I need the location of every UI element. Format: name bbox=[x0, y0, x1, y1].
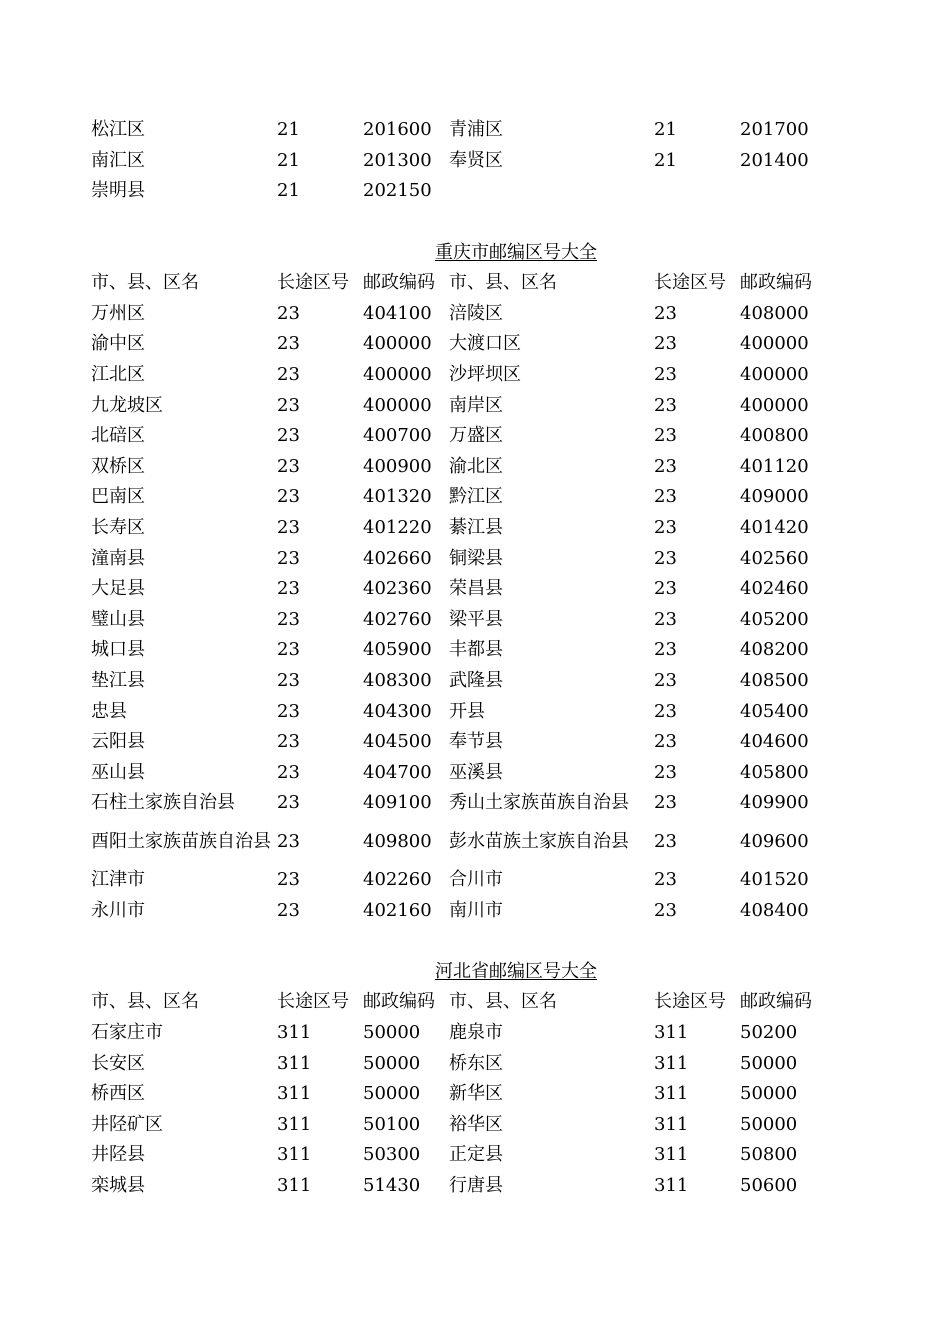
shanghai-row-cell: 201300 bbox=[363, 149, 432, 171]
chongqing-row-cell: 23 bbox=[277, 333, 300, 355]
chongqing-row-cell: 401420 bbox=[740, 517, 809, 539]
chongqing-row bbox=[88, 421, 828, 452]
shanghai-row-cell: 21 bbox=[277, 149, 300, 171]
chongqing-row-cell: 23 bbox=[654, 899, 677, 921]
hebei-row-cell: 50000 bbox=[740, 1052, 798, 1074]
chongqing-row-cell: 大足县 bbox=[91, 578, 145, 600]
chongqing-header-row-cell: 长途区号 bbox=[277, 272, 349, 294]
chongqing-row-cell: 永川市 bbox=[91, 899, 145, 921]
chongqing-row bbox=[88, 360, 828, 391]
chongqing-row-cell: 石柱土家族自治县 bbox=[91, 792, 235, 814]
chongqing-row-cell: 万州区 bbox=[91, 302, 145, 324]
chongqing-section-title-row bbox=[88, 237, 828, 268]
chongqing-row-cell: 23 bbox=[654, 425, 677, 447]
chongqing-row bbox=[88, 482, 828, 513]
chongqing-row-cell: 九龙坡区 bbox=[91, 394, 163, 416]
hebei-row-cell: 311 bbox=[277, 1144, 312, 1166]
chongqing-row-cell: 400800 bbox=[740, 425, 809, 447]
shanghai-row-cell bbox=[446, 176, 651, 207]
chongqing-row-cell: 402660 bbox=[363, 547, 432, 569]
chongqing-row-cell: 长寿区 bbox=[91, 517, 145, 539]
chongqing-row-cell: 23 bbox=[277, 517, 300, 539]
chongqing-row-cell: 402560 bbox=[740, 547, 809, 569]
hebei-row-cell: 311 bbox=[654, 1021, 689, 1043]
hebei-row-cell: 石家庄市 bbox=[91, 1021, 163, 1043]
chongqing-row-cell: 23 bbox=[654, 830, 677, 852]
chongqing-row-cell: 忠县 bbox=[91, 700, 127, 722]
shanghai-row-cell: 201700 bbox=[740, 119, 809, 141]
chongqing-header-row-cell: 邮政编码 bbox=[740, 272, 812, 294]
chongqing-row-cell: 409900 bbox=[740, 792, 809, 814]
hebei-row-cell: 正定县 bbox=[449, 1144, 503, 1166]
section-gap-cell bbox=[88, 207, 828, 238]
chongqing-row-cell: 巫溪县 bbox=[449, 761, 503, 783]
shanghai-row bbox=[88, 146, 828, 177]
chongqing-row bbox=[88, 666, 828, 697]
chongqing-row-cell: 400000 bbox=[363, 394, 432, 416]
chongqing-row-cell: 23 bbox=[277, 700, 300, 722]
chongqing-row-cell: 23 bbox=[654, 333, 677, 355]
chongqing-row-cell: 23 bbox=[277, 455, 300, 477]
chongqing-row bbox=[88, 819, 828, 865]
hebei-row-cell: 长安区 bbox=[91, 1052, 145, 1074]
chongqing-row-cell: 23 bbox=[277, 731, 300, 753]
chongqing-row-cell: 400000 bbox=[740, 333, 809, 355]
chongqing-row-cell: 409100 bbox=[363, 792, 432, 814]
chongqing-row-cell: 23 bbox=[654, 639, 677, 661]
shanghai-row-cell bbox=[651, 176, 737, 207]
chongqing-row-cell: 大渡口区 bbox=[449, 333, 521, 355]
chongqing-row-cell: 404700 bbox=[363, 761, 432, 783]
chongqing-row-cell: 巫山县 bbox=[91, 761, 145, 783]
chongqing-row-cell: 沙坪坝区 bbox=[449, 364, 521, 386]
chongqing-row-cell: 23 bbox=[277, 394, 300, 416]
hebei-row-cell: 50600 bbox=[740, 1174, 798, 1196]
hebei-row-cell: 311 bbox=[654, 1083, 689, 1105]
chongqing-row bbox=[88, 513, 828, 544]
chongqing-row-cell: 402260 bbox=[363, 868, 432, 890]
chongqing-row bbox=[88, 605, 828, 636]
hebei-row-cell: 井陉矿区 bbox=[91, 1113, 163, 1135]
chongqing-row-cell: 奉节县 bbox=[449, 731, 503, 753]
chongqing-row-cell: 酉阳土家族苗族自治县 bbox=[91, 830, 271, 852]
hebei-row-cell: 50100 bbox=[363, 1113, 421, 1135]
hebei-header-row-cell: 邮政编码 bbox=[740, 991, 812, 1013]
shanghai-row-cell: 21 bbox=[277, 119, 300, 141]
section-gap-cell bbox=[88, 926, 828, 957]
chongqing-row-cell: 408500 bbox=[740, 669, 809, 691]
chongqing-row-cell: 城口县 bbox=[91, 639, 145, 661]
hebei-row-cell: 311 bbox=[277, 1113, 312, 1135]
chongqing-row bbox=[88, 452, 828, 483]
chongqing-row-cell: 23 bbox=[277, 639, 300, 661]
hebei-row-cell: 50200 bbox=[740, 1021, 798, 1043]
chongqing-row-cell: 江津市 bbox=[91, 868, 145, 890]
hebei-row bbox=[88, 1140, 828, 1171]
chongqing-row-cell: 23 bbox=[654, 700, 677, 722]
hebei-row-cell: 50000 bbox=[740, 1083, 798, 1105]
hebei-row-cell: 50000 bbox=[363, 1052, 421, 1074]
chongqing-row-cell: 401220 bbox=[363, 517, 432, 539]
hebei-row-cell: 311 bbox=[654, 1144, 689, 1166]
shanghai-row-cell: 202150 bbox=[363, 180, 432, 202]
hebei-row bbox=[88, 1079, 828, 1110]
chongqing-header-row-cell: 长途区号 bbox=[654, 272, 726, 294]
chongqing-row-cell: 23 bbox=[654, 547, 677, 569]
postal-code-table bbox=[88, 115, 828, 1201]
hebei-row-cell: 栾城县 bbox=[91, 1174, 145, 1196]
chongqing-row-cell: 黔江区 bbox=[449, 486, 503, 508]
chongqing-row-cell: 23 bbox=[654, 578, 677, 600]
chongqing-row-cell: 23 bbox=[654, 486, 677, 508]
chongqing-row-cell: 23 bbox=[277, 425, 300, 447]
shanghai-row-cell: 青浦区 bbox=[449, 119, 503, 141]
chongqing-row-cell: 南岸区 bbox=[449, 394, 503, 416]
chongqing-row-cell: 璧山县 bbox=[91, 608, 145, 630]
chongqing-row bbox=[88, 696, 828, 727]
chongqing-header-row-cell: 市、县、区名 bbox=[449, 272, 557, 294]
chongqing-row bbox=[88, 329, 828, 360]
chongqing-row-cell: 409800 bbox=[363, 830, 432, 852]
chongqing-row-cell: 404100 bbox=[363, 302, 432, 324]
hebei-row-cell: 311 bbox=[277, 1052, 312, 1074]
chongqing-row-cell: 404300 bbox=[363, 700, 432, 722]
hebei-row-cell: 311 bbox=[277, 1174, 312, 1196]
shanghai-row-cell bbox=[737, 176, 828, 207]
hebei-row-cell: 行唐县 bbox=[449, 1174, 503, 1196]
chongqing-row-cell: 400000 bbox=[363, 364, 432, 386]
chongqing-row-cell: 400900 bbox=[363, 455, 432, 477]
shanghai-row-cell: 201400 bbox=[740, 149, 809, 171]
chongqing-row-cell: 渝中区 bbox=[91, 333, 145, 355]
hebei-row-cell: 50000 bbox=[363, 1021, 421, 1043]
chongqing-row-cell: 23 bbox=[654, 364, 677, 386]
hebei-row-cell: 桥东区 bbox=[449, 1052, 503, 1074]
chongqing-row-cell: 23 bbox=[654, 455, 677, 477]
chongqing-row bbox=[88, 788, 828, 819]
chongqing-row-cell: 23 bbox=[654, 731, 677, 753]
chongqing-row-cell: 23 bbox=[654, 669, 677, 691]
chongqing-row-cell: 404600 bbox=[740, 731, 809, 753]
hebei-row-cell: 311 bbox=[277, 1083, 312, 1105]
chongqing-row-cell: 404500 bbox=[363, 731, 432, 753]
section-gap bbox=[88, 926, 828, 957]
chongqing-row-cell: 409600 bbox=[740, 830, 809, 852]
chongqing-row-cell: 401320 bbox=[363, 486, 432, 508]
chongqing-row-cell: 408300 bbox=[363, 669, 432, 691]
chongqing-row bbox=[88, 543, 828, 574]
chongqing-row-cell: 涪陵区 bbox=[449, 302, 503, 324]
chongqing-row bbox=[88, 895, 828, 926]
hebei-row-cell: 桥西区 bbox=[91, 1083, 145, 1105]
shanghai-row-cell: 21 bbox=[277, 180, 300, 202]
chongqing-row-cell: 408200 bbox=[740, 639, 809, 661]
chongqing-row-cell: 开县 bbox=[449, 700, 485, 722]
shanghai-row-cell: 南汇区 bbox=[91, 149, 145, 171]
chongqing-row-cell: 秀山土家族苗族自治县 bbox=[449, 792, 629, 814]
chongqing-row-cell: 401120 bbox=[740, 455, 809, 477]
chongqing-row-cell: 23 bbox=[277, 364, 300, 386]
hebei-row-cell: 311 bbox=[654, 1052, 689, 1074]
chongqing-row bbox=[88, 299, 828, 330]
hebei-row bbox=[88, 1171, 828, 1202]
hebei-row-cell: 51430 bbox=[363, 1174, 421, 1196]
chongqing-row-cell: 武隆县 bbox=[449, 669, 503, 691]
chongqing-row-cell: 合川市 bbox=[449, 868, 503, 890]
chongqing-row-cell: 405400 bbox=[740, 700, 809, 722]
chongqing-row-cell: 江北区 bbox=[91, 364, 145, 386]
chongqing-row bbox=[88, 727, 828, 758]
hebei-row-cell: 50800 bbox=[740, 1144, 798, 1166]
chongqing-row-cell: 23 bbox=[654, 302, 677, 324]
chongqing-row-cell: 23 bbox=[654, 792, 677, 814]
chongqing-row-cell: 南川市 bbox=[449, 899, 503, 921]
chongqing-row-cell: 23 bbox=[654, 868, 677, 890]
chongqing-header-row bbox=[88, 268, 828, 299]
chongqing-row-cell: 23 bbox=[277, 868, 300, 890]
chongqing-row-cell: 405200 bbox=[740, 608, 809, 630]
chongqing-row-cell: 23 bbox=[277, 608, 300, 630]
chongqing-row-cell: 云阳县 bbox=[91, 731, 145, 753]
chongqing-row-cell: 402360 bbox=[363, 578, 432, 600]
hebei-row-cell: 311 bbox=[277, 1021, 312, 1043]
chongqing-row-cell: 綦江县 bbox=[449, 517, 503, 539]
chongqing-row-cell: 405900 bbox=[363, 639, 432, 661]
section-gap bbox=[88, 207, 828, 238]
shanghai-row-cell: 21 bbox=[654, 119, 677, 141]
chongqing-row-cell: 23 bbox=[277, 669, 300, 691]
shanghai-row bbox=[88, 176, 828, 207]
table-body bbox=[88, 115, 828, 1201]
chongqing-row-cell: 23 bbox=[277, 792, 300, 814]
chongqing-row-cell: 荣昌县 bbox=[449, 578, 503, 600]
chongqing-row-cell: 双桥区 bbox=[91, 455, 145, 477]
chongqing-row-cell: 408400 bbox=[740, 899, 809, 921]
chongqing-row-cell: 402160 bbox=[363, 899, 432, 921]
chongqing-row-cell: 408000 bbox=[740, 302, 809, 324]
postal-code-document bbox=[0, 115, 950, 1201]
chongqing-row bbox=[88, 390, 828, 421]
chongqing-row-cell: 23 bbox=[277, 578, 300, 600]
chongqing-row-cell: 400700 bbox=[363, 425, 432, 447]
chongqing-row-cell: 400000 bbox=[740, 394, 809, 416]
chongqing-row-cell: 23 bbox=[277, 830, 300, 852]
shanghai-row-cell: 松江区 bbox=[91, 119, 145, 141]
chongqing-row-cell: 23 bbox=[277, 761, 300, 783]
chongqing-row-cell: 巴南区 bbox=[91, 486, 145, 508]
chongqing-row-cell: 23 bbox=[277, 899, 300, 921]
shanghai-row-cell: 201600 bbox=[363, 119, 432, 141]
chongqing-row-cell: 万盛区 bbox=[449, 425, 503, 447]
chongqing-row-cell: 彭水苗族土家族自治县 bbox=[449, 830, 629, 852]
chongqing-row-cell: 401520 bbox=[740, 868, 809, 890]
hebei-header-row-cell: 长途区号 bbox=[277, 991, 349, 1013]
chongqing-header-row-cell: 邮政编码 bbox=[363, 272, 435, 294]
hebei-header-row bbox=[88, 987, 828, 1018]
chongqing-row-cell: 23 bbox=[277, 486, 300, 508]
chongqing-row-cell: 23 bbox=[277, 547, 300, 569]
hebei-section-title: 河北省邮编区号大全 bbox=[435, 960, 597, 982]
chongqing-row-cell: 23 bbox=[654, 517, 677, 539]
chongqing-row-cell: 潼南县 bbox=[91, 547, 145, 569]
chongqing-row-cell: 渝北区 bbox=[449, 455, 503, 477]
hebei-row-cell: 311 bbox=[654, 1174, 689, 1196]
chongqing-row-cell: 丰都县 bbox=[449, 639, 503, 661]
chongqing-row-cell: 402760 bbox=[363, 608, 432, 630]
hebei-row-cell: 新华区 bbox=[449, 1083, 503, 1105]
hebei-row-cell: 50000 bbox=[363, 1083, 421, 1105]
chongqing-row-cell: 400000 bbox=[363, 333, 432, 355]
chongqing-row-cell: 402460 bbox=[740, 578, 809, 600]
chongqing-row bbox=[88, 865, 828, 896]
chongqing-row bbox=[88, 635, 828, 666]
chongqing-row-cell: 400000 bbox=[740, 364, 809, 386]
chongqing-row-cell: 铜梁县 bbox=[449, 547, 503, 569]
chongqing-row-cell: 405800 bbox=[740, 761, 809, 783]
shanghai-row-cell: 奉贤区 bbox=[449, 149, 503, 171]
chongqing-row-cell: 23 bbox=[654, 394, 677, 416]
shanghai-row-cell: 21 bbox=[654, 149, 677, 171]
shanghai-row-cell: 崇明县 bbox=[91, 180, 145, 202]
hebei-row-cell: 311 bbox=[654, 1113, 689, 1135]
chongqing-row-cell: 北碚区 bbox=[91, 425, 145, 447]
chongqing-header-row-cell: 市、县、区名 bbox=[91, 272, 199, 294]
hebei-header-row-cell: 长途区号 bbox=[654, 991, 726, 1013]
chongqing-row-cell: 梁平县 bbox=[449, 608, 503, 630]
chongqing-row-cell: 23 bbox=[277, 302, 300, 324]
chongqing-row-cell: 23 bbox=[654, 608, 677, 630]
hebei-row bbox=[88, 1018, 828, 1049]
hebei-row-cell: 鹿泉市 bbox=[449, 1021, 503, 1043]
chongqing-row bbox=[88, 574, 828, 605]
hebei-section-title-row bbox=[88, 956, 828, 987]
chongqing-row-cell: 409000 bbox=[740, 486, 809, 508]
chongqing-section-title: 重庆市邮编区号大全 bbox=[435, 241, 597, 263]
hebei-row-cell: 裕华区 bbox=[449, 1113, 503, 1135]
hebei-row bbox=[88, 1109, 828, 1140]
hebei-header-row-cell: 邮政编码 bbox=[363, 991, 435, 1013]
chongqing-row-cell: 23 bbox=[654, 761, 677, 783]
shanghai-row bbox=[88, 115, 828, 146]
chongqing-row-cell: 垫江县 bbox=[91, 669, 145, 691]
hebei-header-row-cell: 市、县、区名 bbox=[91, 991, 199, 1013]
hebei-row-cell: 50000 bbox=[740, 1113, 798, 1135]
hebei-header-row-cell: 市、县、区名 bbox=[449, 991, 557, 1013]
hebei-row bbox=[88, 1048, 828, 1079]
chongqing-row bbox=[88, 757, 828, 788]
hebei-row-cell: 井陉县 bbox=[91, 1144, 145, 1166]
hebei-row-cell: 50300 bbox=[363, 1144, 421, 1166]
